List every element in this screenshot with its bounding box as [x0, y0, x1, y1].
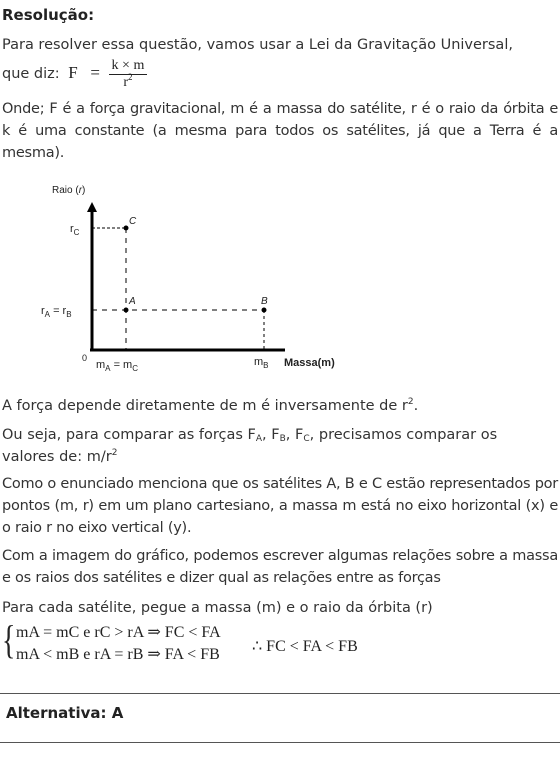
formula-den-exp: 2 [128, 71, 133, 82]
compare-line2-exp: 2 [111, 448, 118, 458]
point-a [124, 308, 129, 313]
x-tick-ma-mc: $m_A = m_C$ [96, 359, 138, 373]
divider-bottom [0, 742, 560, 743]
intro-formula-line [2, 58, 558, 90]
compare-line1 [2, 424, 558, 446]
force-dependence-line [2, 395, 558, 417]
point-b [262, 308, 267, 313]
point-label-b: B [261, 296, 268, 307]
compare-suffix: , precisamos comparar os [309, 427, 498, 443]
x-tick-mb: $m_B$ [254, 356, 269, 370]
force-text-exp: 2 [407, 397, 414, 407]
point-c [124, 226, 129, 231]
force-text-suffix: . [413, 398, 419, 414]
enunciado-paragraph: Como o enunciado menciona que os satélites A, B e C estão representados por pontos (m, r) em um plano cartesiano, a massa m está no eixo horizontal (x) e o raio r no eixo vertical (y). [2, 476, 558, 536]
origin-label: 0 [82, 353, 88, 363]
formula-lhs: F [68, 63, 78, 82]
divider-top [0, 693, 560, 694]
intro-line2-prefix: que diz: [2, 66, 60, 82]
compare-sep1: , F [262, 427, 280, 443]
equation-result: ∴ FC < FA < FB [252, 638, 358, 655]
force-text-prefix: A força depende diretamente de m é inversamente de r [2, 398, 408, 414]
point-label-c: C [129, 216, 137, 227]
compare-prefix: Ou seja, para comparar as forças F [2, 427, 256, 443]
section-heading: Resolução: [2, 6, 95, 24]
point-label-a: A [129, 296, 136, 307]
compare-line2-prefix: valores de: m/r [2, 449, 112, 465]
y-tick-ra-rb: $r_A = r_B$ [41, 305, 72, 319]
equation-line1: mA = mC e rC > rA ⇒ FC < FA [16, 624, 221, 641]
intro-line1: Para resolver essa questão, vamos usar a Lei da Gravitação Universal, [2, 37, 513, 53]
x-axis-label: Massa(m) [284, 357, 335, 369]
formula-numerator: k × m [109, 59, 148, 75]
equation-line2: mA < mB e rA = rB ⇒ FA < FB [16, 646, 220, 663]
relacoes-paragraph: Com a imagem do gráfico, podemos escrever algumas relações sobre a massa e os raios dos satélites e dizer qual as relações entre as forças [2, 548, 558, 586]
fc-sub: C [303, 434, 310, 444]
orbit-chart [30, 180, 370, 380]
fa-sub: A [255, 434, 263, 444]
y-axis-label: Raio (r) [52, 185, 86, 196]
compare-line2 [2, 446, 558, 468]
equation-brace: { [2, 617, 16, 662]
formula-equals: = [90, 63, 100, 82]
para-cada-line: Para cada satélite, pegue a massa (m) e o raio da órbita (r) [2, 600, 433, 616]
y-tick-rc: $r_C$ [70, 223, 80, 237]
compare-sep2: , F [285, 427, 304, 443]
formula-fraction [109, 59, 148, 90]
formula-den-base: r [123, 74, 129, 90]
fb-sub: B [279, 434, 286, 444]
alternativa-answer: Alternativa: A [6, 704, 124, 722]
formula-denominator [109, 71, 148, 90]
definitions-paragraph: Onde; F é a força gravitacional, m é a massa do satélite, r é o raio da órbita e k é uma constante (a mesma para todos os satélites, já que a Terra é a mesma). [2, 101, 558, 161]
